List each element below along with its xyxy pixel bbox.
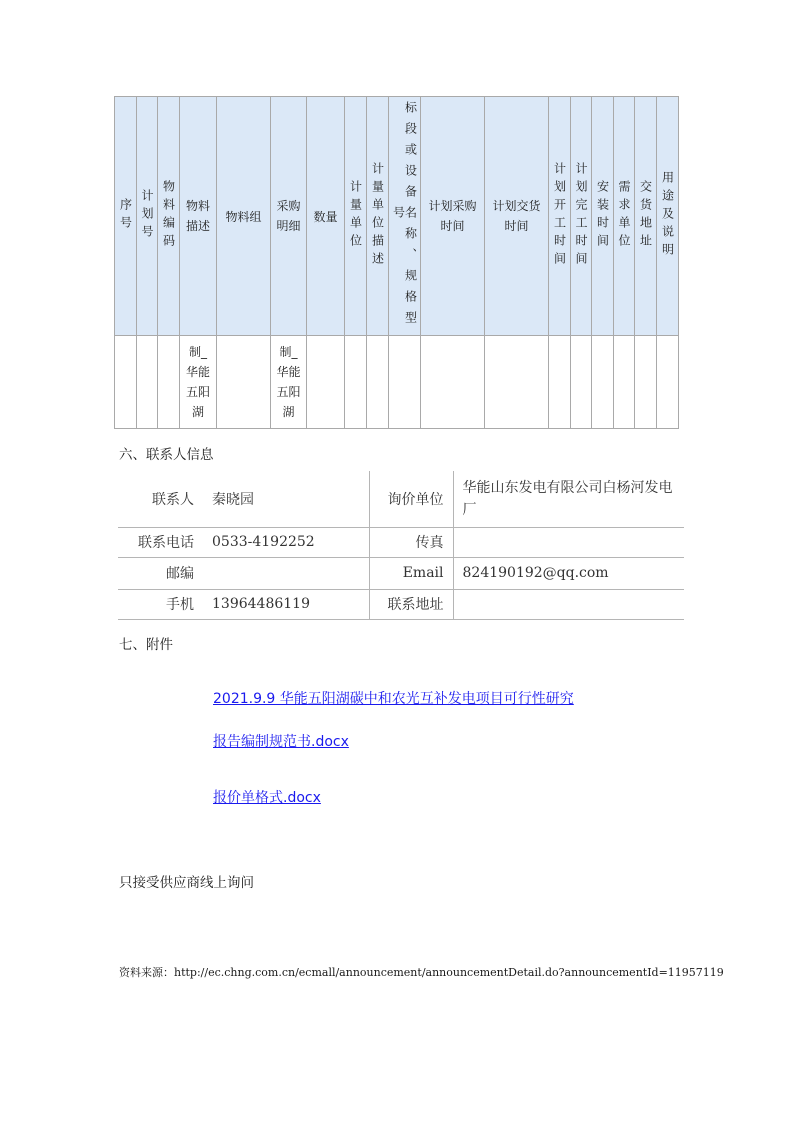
fax-label: 传真 bbox=[369, 527, 453, 557]
contact-row bbox=[118, 589, 684, 619]
mobile-label: 手机 bbox=[118, 589, 203, 619]
section7-title: 七、附件 bbox=[119, 637, 173, 653]
header-delivery-addr: 交货地址 bbox=[635, 97, 657, 336]
inquiry-unit-label: 询价单位 bbox=[369, 471, 453, 527]
source-footnote: 资料来源：http://ec.chng.com.cn/ecmall/announcement/announcementDetail.do?announcementId=11957119 bbox=[119, 966, 724, 979]
header-spec: 标段或设备名称、规格型号 bbox=[389, 97, 421, 336]
contact-row bbox=[118, 527, 684, 557]
cell-material-desc: 制_华能五阳湖 bbox=[180, 336, 217, 429]
header-plan-finish: 计划完工时间 bbox=[571, 97, 592, 336]
contact-person-label: 联系人 bbox=[118, 471, 203, 527]
postcode-value bbox=[203, 557, 369, 589]
header-plan-purchase-time: 计划采购时间 bbox=[421, 97, 485, 336]
header-plan-delivery-time: 计划交货时间 bbox=[485, 97, 549, 336]
email-value: 824190192@qq.com bbox=[453, 557, 684, 589]
inquiry-unit-value: 华能山东发电有限公司白杨河发电厂 bbox=[453, 471, 684, 527]
header-seq: 序号 bbox=[115, 97, 137, 336]
header-install-time: 安装时间 bbox=[592, 97, 614, 336]
online-inquiry-notice: 只接受供应商线上询问 bbox=[119, 875, 254, 891]
phone-value: 0533-4192252 bbox=[203, 527, 369, 557]
header-plan-start: 计划开工时间 bbox=[549, 97, 571, 336]
header-purchase-detail: 采购明细 bbox=[271, 97, 307, 336]
header-usage: 用途及说明 bbox=[657, 97, 679, 336]
header-material-desc: 物料描述 bbox=[180, 97, 217, 336]
table-header-row bbox=[115, 97, 679, 336]
header-material-group: 物料组 bbox=[217, 97, 271, 336]
mobile-value: 13964486119 bbox=[203, 589, 369, 619]
contact-person-value: 秦晓园 bbox=[203, 471, 369, 527]
contact-row bbox=[118, 557, 684, 589]
attachment-link-quote-form[interactable]: 报价单格式.docx bbox=[213, 790, 321, 806]
header-material-code: 物料编码 bbox=[158, 97, 180, 336]
section6-title: 六、联系人信息 bbox=[119, 447, 214, 463]
contact-row bbox=[118, 471, 684, 527]
postcode-label: 邮编 bbox=[118, 557, 203, 589]
attachment-link-spec-line1[interactable]: 2021.9.9 华能五阳湖碳中和农光互补发电项目可行性研究 bbox=[213, 691, 574, 707]
contact-table bbox=[118, 471, 684, 620]
material-table bbox=[114, 96, 679, 429]
header-quantity: 数量 bbox=[307, 97, 345, 336]
address-label: 联系地址 bbox=[369, 589, 453, 619]
phone-label: 联系电话 bbox=[118, 527, 203, 557]
email-label: Email bbox=[369, 557, 453, 589]
header-demand-unit: 需求单位 bbox=[614, 97, 635, 336]
header-plan-no: 计划号 bbox=[137, 97, 158, 336]
address-value bbox=[453, 589, 684, 619]
attachment-link-spec-line2[interactable]: 报告编制规范书.docx bbox=[213, 734, 349, 750]
header-unit: 计量单位 bbox=[345, 97, 367, 336]
cell-purchase-detail: 制_华能五阳湖 bbox=[271, 336, 307, 429]
table-row bbox=[115, 336, 679, 429]
header-unit-desc: 计量单位描述 bbox=[367, 97, 389, 336]
fax-value bbox=[453, 527, 684, 557]
